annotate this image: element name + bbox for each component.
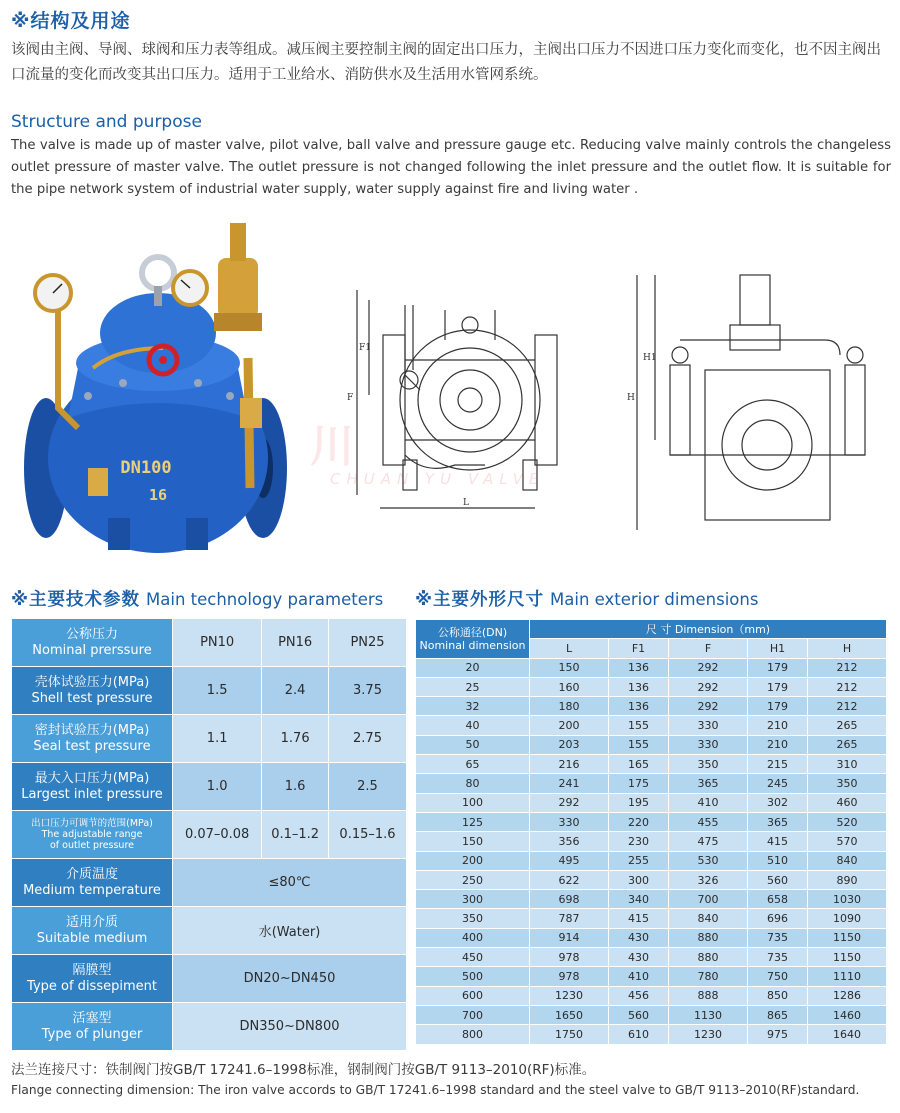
dimension-cell: 1090	[807, 909, 886, 928]
table-row	[416, 851, 887, 870]
dimension-cell: 460	[807, 793, 886, 812]
description-cn: 该阀由主阀、导阀、球阀和压力表等组成。减压阀主要控制主阀的固定出口压力，主阀出口压力不因进口压力变化而变化，也不因主阀出口流量的变化而改变其出口压力。适用于工业给水、消防供水及生活用水管网系统。	[11, 42, 881, 83]
dimension-cell: 570	[807, 832, 886, 851]
dimension-cell: 1110	[807, 967, 886, 986]
table-row	[416, 832, 887, 851]
dn-cell: 80	[416, 774, 530, 793]
param-label-cn: 壳体试验压力(MPa)	[34, 674, 150, 690]
dimension-cell: 245	[747, 774, 807, 793]
table-row	[416, 697, 887, 716]
param-value: 1.76	[262, 715, 329, 763]
watermark-en: CHUAN YU VALVE	[330, 470, 545, 488]
dimension-cell: 560	[747, 870, 807, 889]
param-label-en-2: of outlet pressure	[50, 840, 134, 851]
nd-en: Nominal dimension	[419, 638, 526, 652]
param-row	[12, 619, 407, 667]
label-h: H	[627, 393, 635, 403]
dimension-cell: 330	[530, 812, 609, 831]
valve-photo	[18, 218, 293, 553]
dimension-cell: 880	[668, 928, 747, 947]
label-h1: H1	[643, 353, 657, 363]
dimension-cell: 302	[747, 793, 807, 812]
table-row	[416, 986, 887, 1005]
nd-cn: 公称通径(DN)	[437, 625, 508, 639]
dn-cell: 600	[416, 986, 530, 1005]
dimension-cell: 698	[530, 890, 609, 909]
footer-en: Flange connecting dimension: The iron valve accords to GB/T 17241.6–1998 standard and the steel valve to GB/T 9113–2010(RF)standard.	[11, 1083, 860, 1097]
table-row	[416, 928, 887, 947]
dimension-cell: 1650	[530, 1005, 609, 1024]
dimension-cell: 340	[609, 890, 669, 909]
footer-note	[11, 1060, 859, 1100]
dimension-cell: 787	[530, 909, 609, 928]
dn-cell: 100	[416, 793, 530, 812]
param-value: PN25	[328, 619, 406, 667]
tech-params-header	[11, 586, 383, 611]
description-en: The valve is made up of master valve, pilot valve, ball valve and pressure gauge etc. Reducing valve mainly controls the changeless outlet pressure of master valve. The outlet pressure is not changed following the inlet pressure and the outlet flow. It is suitable for the pipe network system of industrial water supply, water supply against fire and living water .	[11, 138, 891, 197]
dimension-cell: 495	[530, 851, 609, 870]
param-label	[12, 859, 173, 907]
param-label-en: Seal test pressure	[33, 738, 151, 754]
dimension-cell: 510	[747, 851, 807, 870]
table-row	[416, 735, 887, 754]
dimension-cell: 210	[747, 716, 807, 735]
param-row	[12, 859, 407, 907]
dimension-cell: 200	[530, 716, 609, 735]
table-row	[416, 755, 887, 774]
dn-cell: 32	[416, 697, 530, 716]
dimension-cell: 165	[609, 755, 669, 774]
dimension-cell: 150	[530, 658, 609, 677]
table-row	[416, 1005, 887, 1024]
param-value: 3.75	[328, 667, 406, 715]
param-value: 1.6	[262, 763, 329, 811]
dimension-cell: 326	[668, 870, 747, 889]
dn-cell: 300	[416, 890, 530, 909]
param-row	[12, 667, 407, 715]
table-row	[416, 948, 887, 967]
watermark-cn: 川	[310, 421, 364, 472]
dimension-cell: 350	[807, 774, 886, 793]
dimension-cell: 175	[609, 774, 669, 793]
dimension-cell: 610	[609, 1025, 669, 1044]
dn-cell: 150	[416, 832, 530, 851]
param-row	[12, 1003, 407, 1051]
dimension-cell: 292	[668, 697, 747, 716]
dn-cell: 700	[416, 1005, 530, 1024]
dimension-cell: 212	[807, 677, 886, 696]
dimension-cell: 215	[747, 755, 807, 774]
param-label-en: The adjustable range	[41, 829, 143, 840]
dn-cell: 800	[416, 1025, 530, 1044]
param-label	[12, 619, 173, 667]
body-marking: DN100	[120, 458, 172, 478]
dn-cell: 20	[416, 658, 530, 677]
dimension-cell: 220	[609, 812, 669, 831]
dimension-cell: 330	[668, 735, 747, 754]
label-f1: F1	[359, 343, 371, 353]
dimension-cell: 155	[609, 735, 669, 754]
param-label-cn: 介质温度	[65, 866, 118, 882]
dimension-cell: 155	[609, 716, 669, 735]
dimension-cell: 300	[609, 870, 669, 889]
param-value: DN20~DN450	[173, 955, 407, 1003]
param-label-cn: 公称压力	[65, 626, 118, 642]
tech-params-title-en: Main technology parameters	[146, 590, 384, 609]
dimension-cell: 520	[807, 812, 886, 831]
param-value: ≤80℃	[173, 859, 407, 907]
dimension-cell: 265	[807, 716, 886, 735]
table-row	[416, 909, 887, 928]
dimension-cell: 195	[609, 793, 669, 812]
dimension-cell: 180	[530, 697, 609, 716]
dimension-cell: 1460	[807, 1005, 886, 1024]
dimension-cell: 255	[609, 851, 669, 870]
param-row	[12, 715, 407, 763]
footer-cn: 法兰连接尺寸：铁制阀门按GB/T 17241.6–1998标准，钢制阀门按GB/T 9113–2010(RF)标准。	[11, 1062, 596, 1078]
dimension-cell: 914	[530, 928, 609, 947]
dimension-cell: 136	[609, 658, 669, 677]
dimension-column-header: H1	[747, 639, 807, 658]
dimension-cell: 136	[609, 697, 669, 716]
dimension-cell: 840	[668, 909, 747, 928]
param-label	[12, 955, 173, 1003]
param-label-en: Type of plunger	[41, 1026, 143, 1042]
param-label	[12, 811, 173, 859]
dn-cell: 350	[416, 909, 530, 928]
section-title-en: Structure and purpose	[11, 112, 202, 132]
dimension-cell: 410	[668, 793, 747, 812]
param-label	[12, 763, 173, 811]
dn-cell: 200	[416, 851, 530, 870]
dimension-cell: 840	[807, 851, 886, 870]
param-label-cn: 活塞型	[72, 1010, 112, 1026]
dimension-column-header: F1	[609, 639, 669, 658]
tech-params-table	[11, 618, 407, 1051]
param-value: 0.07–0.08	[173, 811, 262, 859]
dimension-cell: 230	[609, 832, 669, 851]
dimension-cell: 415	[747, 832, 807, 851]
dn-cell: 125	[416, 812, 530, 831]
dimension-cell: 356	[530, 832, 609, 851]
dimension-column-header: L	[530, 639, 609, 658]
param-label-en: Nominal prerssure	[32, 642, 152, 658]
nominal-dimension-header	[416, 620, 530, 659]
param-label-en: Type of dissepiment	[27, 978, 157, 994]
table-row	[416, 1025, 887, 1044]
dn-cell: 50	[416, 735, 530, 754]
param-row	[12, 811, 407, 859]
param-value: 2.4	[262, 667, 329, 715]
dimensions-header	[415, 586, 758, 611]
dimension-cell: 365	[747, 812, 807, 831]
param-label	[12, 1003, 173, 1051]
dn-cell: 250	[416, 870, 530, 889]
dimension-cell: 1286	[807, 986, 886, 1005]
dimensions-title-cn: ※主要外形尺寸	[415, 590, 545, 610]
param-label-en: Shell test pressure	[31, 690, 153, 706]
dimension-cell: 1150	[807, 928, 886, 947]
dimension-cell: 415	[609, 909, 669, 928]
dn-cell: 400	[416, 928, 530, 947]
dimension-cell: 888	[668, 986, 747, 1005]
dimension-cell: 560	[609, 1005, 669, 1024]
dimension-cell: 1130	[668, 1005, 747, 1024]
table-row	[416, 870, 887, 889]
dimension-cell: 1230	[530, 986, 609, 1005]
dn-cell: 40	[416, 716, 530, 735]
dimension-cell: 350	[668, 755, 747, 774]
dimension-cell: 890	[807, 870, 886, 889]
dimension-cell: 865	[747, 1005, 807, 1024]
table-row	[416, 716, 887, 735]
dimension-cell: 456	[609, 986, 669, 1005]
dimension-column-header: F	[668, 639, 747, 658]
param-value: 0.1–1.2	[262, 811, 329, 859]
dimension-cell: 292	[668, 677, 747, 696]
table-row	[416, 774, 887, 793]
dn-cell: 500	[416, 967, 530, 986]
param-value: 水(Water)	[173, 907, 407, 955]
tech-params-title-cn: ※主要技术参数	[11, 590, 141, 610]
drawing-side-view	[625, 270, 875, 535]
dimension-cell: 475	[668, 832, 747, 851]
dimension-cell: 292	[530, 793, 609, 812]
dimension-cell: 265	[807, 735, 886, 754]
dimension-cell: 658	[747, 890, 807, 909]
table-row	[416, 812, 887, 831]
dimension-cell: 212	[807, 658, 886, 677]
dimension-cell: 1150	[807, 948, 886, 967]
dimension-cell: 160	[530, 677, 609, 696]
dimensions-title-en: Main exterior dimensions	[550, 590, 759, 609]
param-label	[12, 907, 173, 955]
param-label-en: Largest inlet pressure	[21, 786, 163, 802]
param-label-cn: 密封试验压力(MPa)	[34, 722, 150, 738]
param-label-cn: 适用介质	[65, 914, 118, 930]
dimension-cell: 430	[609, 948, 669, 967]
dimension-cell: 179	[747, 697, 807, 716]
param-value: 1.5	[173, 667, 262, 715]
dimension-cell: 735	[747, 948, 807, 967]
param-value: 0.15–1.6	[328, 811, 406, 859]
param-row	[12, 955, 407, 1003]
dimension-cell: 880	[668, 948, 747, 967]
body-marking-pn: 16	[148, 486, 168, 504]
param-label	[12, 667, 173, 715]
param-label-cn: 隔膜型	[72, 962, 112, 978]
param-value: DN350~DN800	[173, 1003, 407, 1051]
dimension-column-header: H	[807, 639, 886, 658]
param-row	[12, 763, 407, 811]
param-row	[12, 907, 407, 955]
param-value: 1.1	[173, 715, 262, 763]
dimension-cell: 978	[530, 967, 609, 986]
label-f: F	[347, 393, 354, 403]
dimension-cell: 1030	[807, 890, 886, 909]
table-row	[416, 967, 887, 986]
dimension-cell: 330	[668, 716, 747, 735]
dimension-cell: 978	[530, 948, 609, 967]
dimension-cell: 310	[807, 755, 886, 774]
dimension-cell: 750	[747, 967, 807, 986]
dimension-cell: 241	[530, 774, 609, 793]
dimension-cell: 430	[609, 928, 669, 947]
dimension-cell: 212	[807, 697, 886, 716]
dimension-cell: 210	[747, 735, 807, 754]
dimension-cell: 1640	[807, 1025, 886, 1044]
dn-cell: 25	[416, 677, 530, 696]
dimension-cell: 700	[668, 890, 747, 909]
param-value: PN10	[173, 619, 262, 667]
table-row	[416, 793, 887, 812]
dimension-cell: 735	[747, 928, 807, 947]
dimension-cell: 696	[747, 909, 807, 928]
param-label-en: Medium temperature	[23, 882, 161, 898]
dimension-cell: 216	[530, 755, 609, 774]
dimension-cell: 292	[668, 658, 747, 677]
table-row	[416, 890, 887, 909]
dimension-group-header: 尺 寸 Dimension（mm)	[530, 620, 887, 639]
dimension-cell: 410	[609, 967, 669, 986]
dimension-cell: 622	[530, 870, 609, 889]
dimension-cell: 530	[668, 851, 747, 870]
table-row	[416, 658, 887, 677]
dimensions-table	[415, 619, 887, 1045]
dimension-cell: 975	[747, 1025, 807, 1044]
dimension-cell: 203	[530, 735, 609, 754]
param-label	[12, 715, 173, 763]
dimensions-header-row	[416, 620, 887, 639]
dimension-cell: 780	[668, 967, 747, 986]
dn-cell: 65	[416, 755, 530, 774]
section-title-cn: ※结构及用途	[11, 10, 131, 32]
param-value: 2.75	[328, 715, 406, 763]
dimension-cell: 365	[668, 774, 747, 793]
param-value: 1.0	[173, 763, 262, 811]
param-label-cn: 最大入口压力(MPa)	[34, 770, 150, 786]
table-row	[416, 677, 887, 696]
dimension-cell: 136	[609, 677, 669, 696]
dimension-cell: 179	[747, 677, 807, 696]
dimension-cell: 179	[747, 658, 807, 677]
param-value: PN16	[262, 619, 329, 667]
param-label-en: Suitable medium	[36, 930, 148, 946]
dimension-cell: 1750	[530, 1025, 609, 1044]
label-l: L	[463, 498, 469, 508]
dimension-cell: 1230	[668, 1025, 747, 1044]
dimension-cell: 455	[668, 812, 747, 831]
dimension-cell: 850	[747, 986, 807, 1005]
param-value: 2.5	[328, 763, 406, 811]
dn-cell: 450	[416, 948, 530, 967]
param-label-cn: 出口压力可调节的范围(MPa)	[31, 818, 153, 829]
